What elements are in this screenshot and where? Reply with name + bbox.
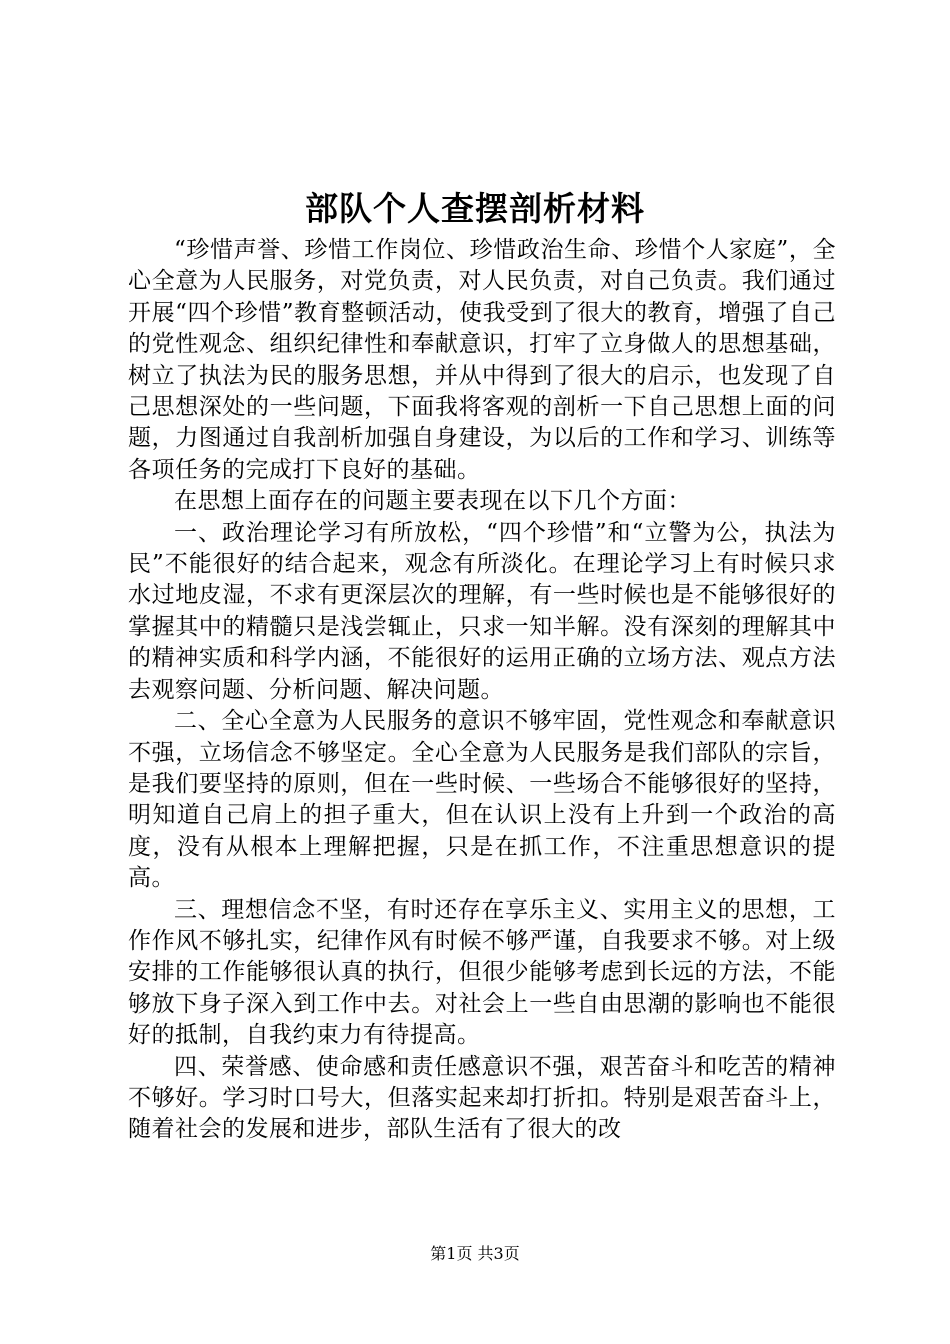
paragraph-point-2: 二、全心全意为人民服务的意识不够牢固，党性观念和奉献意识不强，立场信念不够坚定。全心全意为人民服务是我们部队的宗旨，是我们要坚持的原则，但在一些时候、一些场合不能够很好的坚持，明知道自己肩上的担子重大，但在认识上没有上升到一个政治的高度，没有从根本上理解把握，只是在抓工作，不注重思想意识的提高。	[128, 708, 836, 892]
paragraph-lead-in: 在思想上面存在的问题主要表现在以下几个方面：	[174, 488, 691, 515]
page-number-footer: 第1页 共3页	[430, 1244, 520, 1263]
paragraph-point-4: 四、荣誉感、使命感和责任感意识不强，艰苦奋斗和吃苦的精神不够好。学习时口号大，但落实起来却打折扣。特别是艰苦奋斗上，随着社会的发展和进步，部队生活有了很大的改	[128, 1053, 836, 1143]
document-title: 部队个人查摆剖析材料	[305, 189, 645, 228]
document-body	[128, 235, 836, 1146]
paragraph-point-1: 一、政治理论学习有所放松，“四个珍惜”和“立警为公，执法为民”不能很好的结合起来，观念有所淡化。在理论学习上有时候只求水过地皮湿，不求有更深层次的理解，有一些时候也是不能够很好的掌握其中的精髓只是浅尝辄止，只求一知半解。没有深刻的理解其中的精神实质和科学内涵，不能很好的运用正确的立场方法、观点方法去观察问题、分析问题、解决问题。	[128, 519, 836, 703]
paragraph-intro: “珍惜声誉、珍惜工作岗位、珍惜政治生命、珍惜个人家庭”，全心全意为人民服务，对党负责，对人民负责，对自己负责。我们通过开展“四个珍惜”教育整顿活动，使我受到了很大的教育，增强了自己的党性观念、组织纪律性和奉献意识，打牢了立身做人的思想基础，树立了执法为民的服务思想，并从中得到了很大的启示，也发现了自己思想深处的一些问题，下面我将客观的剖析一下自己思想上面的问题，力图通过自我剖析加强自身建设，为以后的工作和学习、训练等各项任务的完成打下良好的基础。	[128, 237, 836, 483]
paragraph-point-3: 三、理想信念不坚，有时还存在享乐主义、实用主义的思想，工作作风不够扎实，纪律作风有时候不够严谨，自我要求不够。对上级安排的工作能够很认真的执行，但很少能够考虑到长远的方法，不能够放下身子深入到工作中去。对社会上一些自由思潮的影响也不能很好的抵制，自我约束力有待提高。	[128, 896, 836, 1049]
